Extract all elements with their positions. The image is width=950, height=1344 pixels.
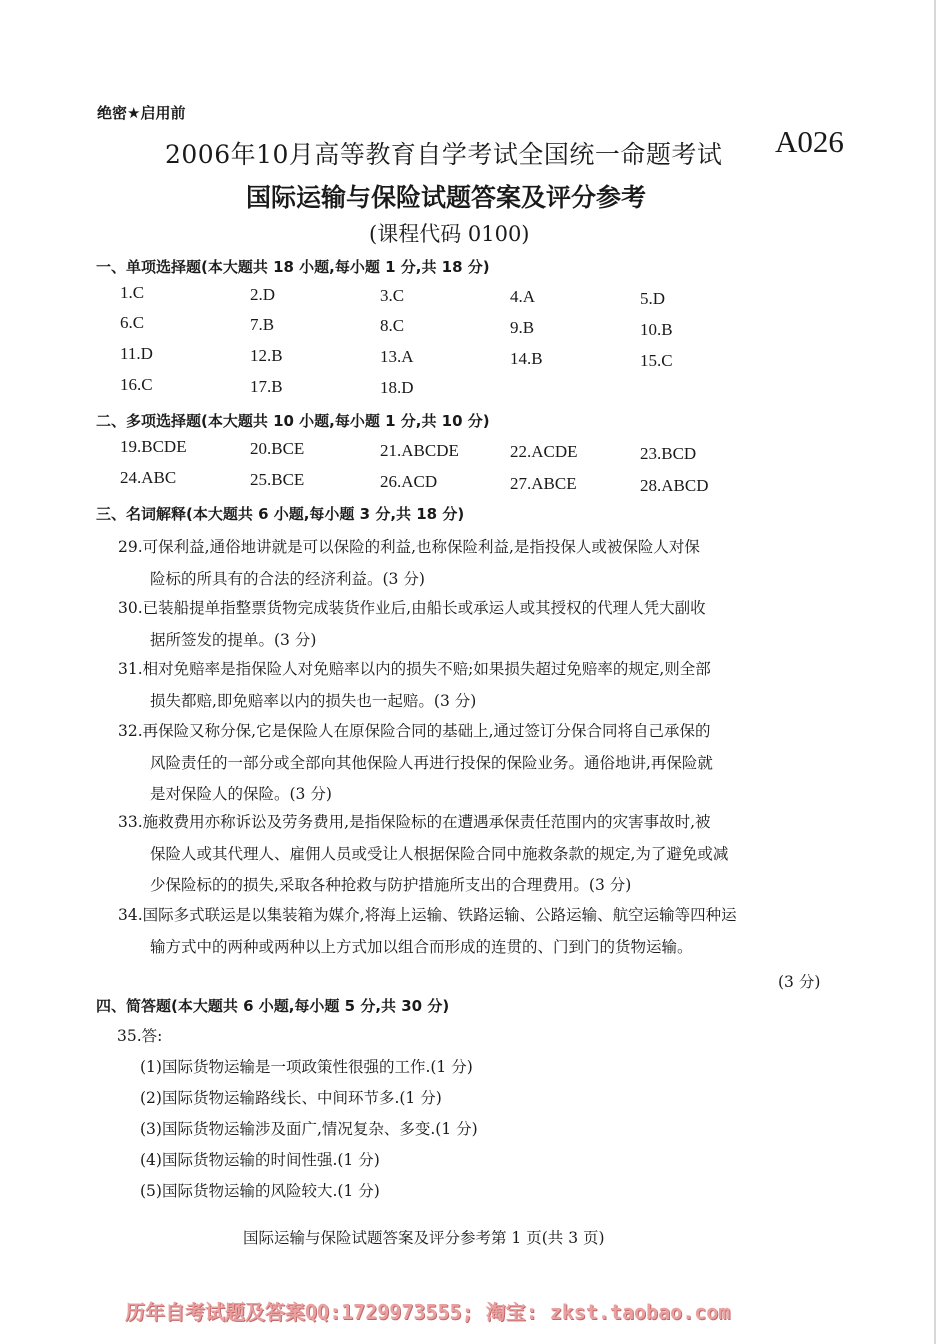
watermark-text: 历年自考试题及答案QQ:1729973555; 淘宝: zkst.taobao.com	[125, 1300, 731, 1324]
answer-11: 11.D	[120, 344, 153, 363]
definition-34-line1: 34.国际多式联运是以集装箱为媒介,将海上运输、铁路运输、公路运输、航空运输等四种运	[118, 906, 737, 924]
page-footer: 国际运输与保险试题答案及评分参考第 1 页(共 3 页)	[243, 1229, 605, 1247]
answer-35-item-2: (2)国际货物运输路线长、中间环节多.(1 分)	[140, 1089, 442, 1107]
section1-heading: 一、单项选择题(本大题共 18 小题,每小题 1 分,共 18 分)	[96, 258, 490, 276]
answer-35-item-4: (4)国际货物运输的时间性强.(1 分)	[140, 1151, 380, 1169]
definition-33-line2: 保险人或其代理人、雇佣人员或受让人根据保险合同中施救条款的规定,为了避免或减	[150, 844, 729, 863]
definition-32-line2: 风险责任的一部分或全部向其他保险人再进行投保的保险业务。通俗地讲,再保险就	[150, 753, 713, 772]
answer-17: 17.B	[250, 377, 283, 396]
answer-7: 7.B	[250, 315, 275, 334]
answer-16: 16.C	[120, 375, 153, 394]
answer-5: 5.D	[640, 289, 666, 308]
definition-30-line2: 据所签发的提单。(3 分)	[150, 630, 317, 649]
definition-31	[118, 654, 830, 717]
answer-35-item-5: (5)国际货物运输的风险较大.(1 分)	[140, 1182, 380, 1200]
definition-30-line1: 30.已装船提单指整票货物完成装货作业后,由船长或承运人或其授权的代理人凭大副收	[118, 599, 706, 617]
section3-heading: 三、名词解释(本大题共 6 小题,每小题 3 分,共 18 分)	[96, 505, 465, 523]
answer-4: 4.A	[510, 287, 536, 306]
answer-24: 24.ABC	[120, 468, 177, 487]
exam-title: 2006年10月高等教育自学考试全国统一命题考试	[165, 140, 723, 169]
answer-12: 12.B	[250, 346, 283, 365]
definition-29-line2: 险标的所具有的合法的经济利益。(3 分)	[150, 569, 425, 588]
answer-19: 19.BCDE	[120, 437, 187, 456]
definition-31-line1: 31.相对免赔率是指保险人对免赔率以内的损失不赔;如果损失超过免赔率的规定,则全部	[118, 660, 711, 678]
definition-32	[118, 716, 830, 811]
answer-1: 1.C	[120, 283, 145, 302]
answer-15: 15.C	[640, 351, 673, 370]
answer-35-item-1: (1)国际货物运输是一项政策性很强的工作.(1 分)	[140, 1058, 473, 1076]
section2-heading: 二、多项选择题(本大题共 10 小题,每小题 1 分,共 10 分)	[96, 412, 490, 430]
answer-26: 26.ACD	[380, 472, 438, 491]
definition-34-score: (3 分)	[778, 973, 821, 991]
definition-34	[118, 900, 830, 963]
course-code: (课程代码 0100)	[369, 222, 530, 246]
answer-22: 22.ACDE	[510, 442, 578, 461]
confidential-label: 绝密★启用前	[97, 104, 186, 122]
answer-9: 9.B	[510, 318, 535, 337]
definition-33-line1: 33.施救费用亦称诉讼及劳务费用,是指保险标的在遭遇承保责任范围内的灾害事故时,被	[118, 813, 711, 831]
document-title: 国际运输与保险试题答案及评分参考	[246, 183, 647, 212]
answer-2: 2.D	[250, 285, 276, 304]
answer-6: 6.C	[120, 313, 145, 332]
section4-heading: 四、简答题(本大题共 6 小题,每小题 5 分,共 30 分)	[96, 997, 450, 1015]
handwritten-code-mark: A026	[775, 124, 844, 159]
definition-29	[118, 532, 830, 595]
definition-33-line3: 少保险标的的损失,采取各种抢救与防护措施所支出的合理费用。(3 分)	[150, 876, 632, 894]
answer-28: 28.ABCD	[640, 476, 709, 495]
answer-14: 14.B	[510, 349, 543, 368]
answer-21: 21.ABCDE	[380, 441, 459, 460]
answer-18: 18.D	[380, 378, 414, 397]
answer-3: 3.C	[380, 286, 405, 305]
answer-25: 25.BCE	[250, 470, 305, 489]
answer-10: 10.B	[640, 320, 673, 339]
answer-35-item-3: (3)国际货物运输涉及面广,情况复杂、多变.(1 分)	[140, 1120, 478, 1138]
definition-29-line1: 29.可保利益,通俗地讲就是可以保险的利益,也称保险利益,是指投保人或被保险人对保	[118, 538, 700, 556]
definition-34-line2: 输方式中的两种或两种以上方式加以组合而形成的连贯的、门到门的货物运输。	[150, 937, 693, 956]
answer-23: 23.BCD	[640, 444, 697, 463]
definition-30	[118, 593, 830, 656]
answer-27: 27.ABCE	[510, 474, 577, 493]
definition-32-line3: 是对保险人的保险。(3 分)	[150, 785, 332, 803]
definition-33	[118, 807, 830, 902]
question-35-label: 35.答:	[117, 1027, 163, 1045]
answer-8: 8.C	[380, 316, 405, 335]
answer-13: 13.A	[380, 347, 414, 366]
answer-20: 20.BCE	[250, 439, 305, 458]
scan-edge-line	[934, 0, 936, 1344]
definition-32-line1: 32.再保险又称分保,它是保险人在原保险合同的基础上,通过签订分保合同将自己承保的	[118, 722, 711, 740]
definition-31-line2: 损失都赔,即免赔率以内的损失也一起赔。(3 分)	[150, 691, 477, 710]
